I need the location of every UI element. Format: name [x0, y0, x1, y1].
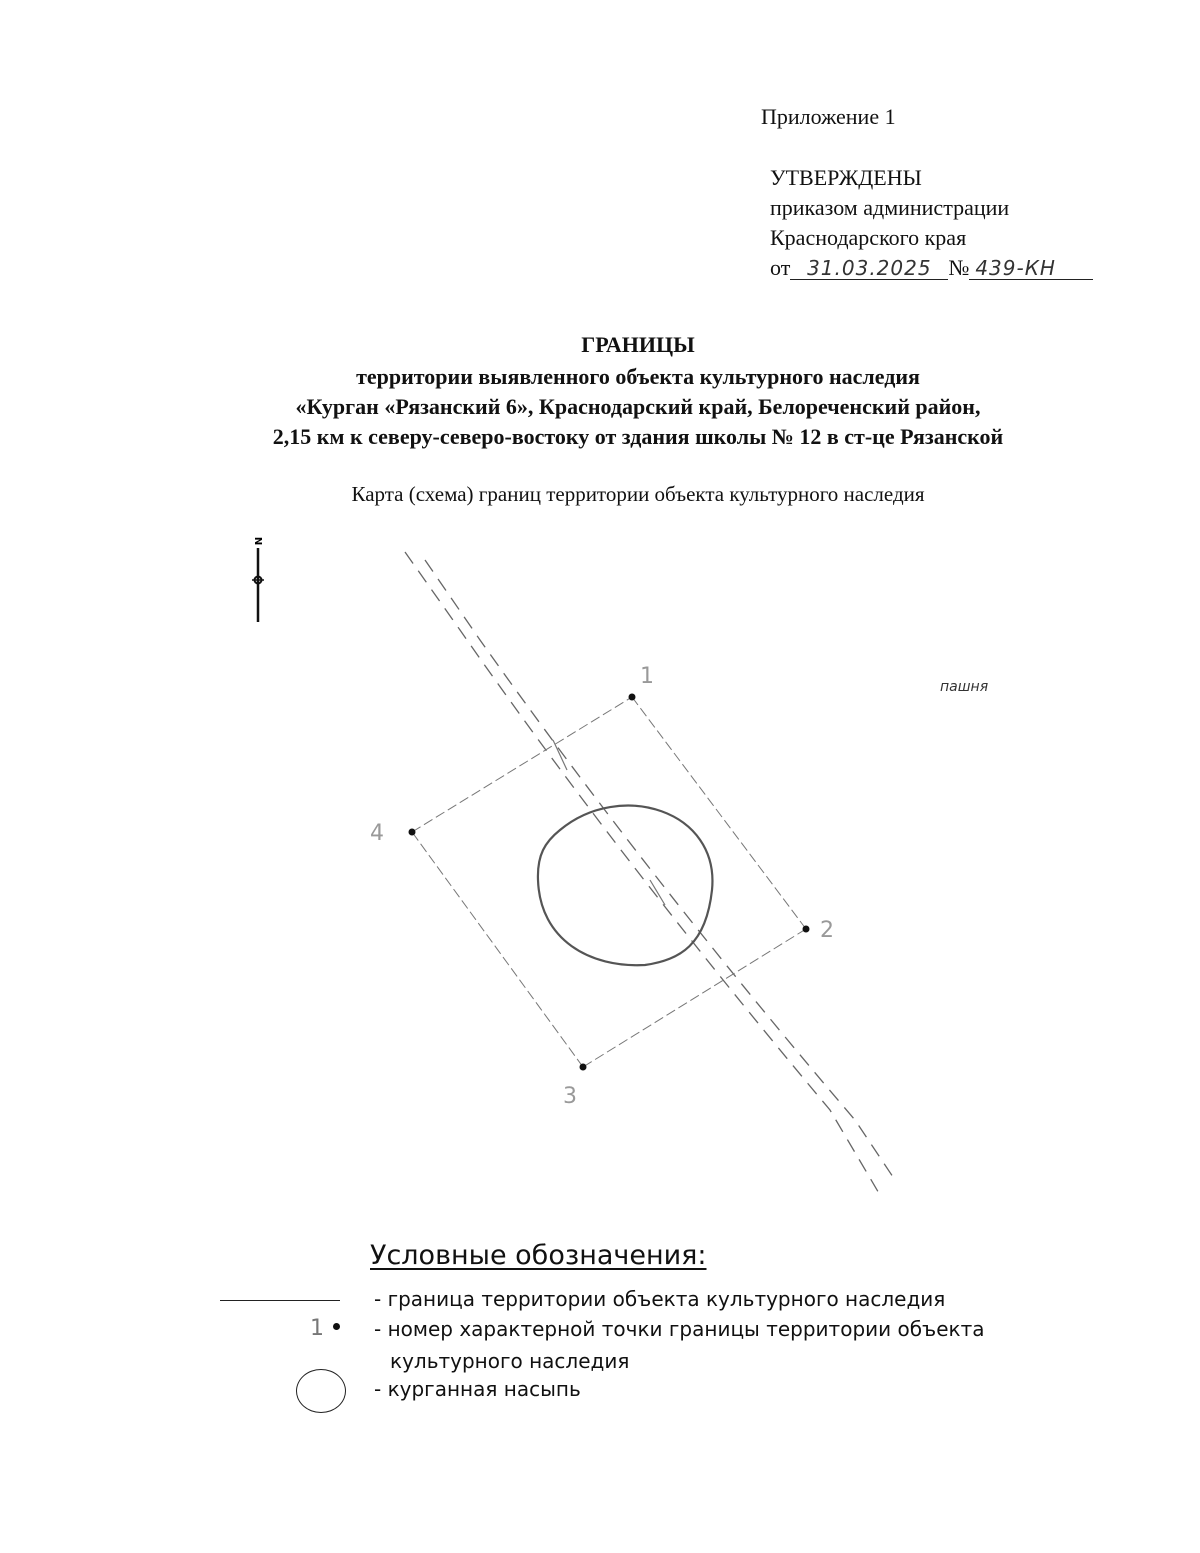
page-title: ГРАНИЦЫ: [581, 332, 695, 357]
legend-title: Условные обозначения:: [370, 1240, 707, 1271]
legend-point-number: 1: [310, 1316, 324, 1341]
north-arrow-icon: [252, 548, 264, 622]
approval-line-3: Краснодарского края: [770, 225, 967, 250]
date-prefix: от: [770, 255, 791, 280]
legend-boundary-line-icon: [220, 1300, 340, 1301]
legend-point-dot-icon: [333, 1323, 340, 1330]
boundary-point-1: [629, 694, 636, 701]
point-label-3: 3: [563, 1084, 577, 1109]
kurgan-mound: [538, 806, 713, 966]
point-label-2: 2: [820, 918, 834, 943]
legend-mound-circle-icon: [296, 1369, 346, 1413]
legend-item-boundary: - граница территории объекта культурного наследия: [374, 1287, 946, 1311]
legend-item-mound: - курганная насыпь: [374, 1377, 581, 1401]
road-tick: [553, 740, 567, 770]
point-label-4: 4: [370, 821, 384, 846]
north-label: N: [252, 536, 263, 546]
number-prefix: №: [948, 255, 970, 280]
subtitle-line-3: 2,15 км к северу-северо-востоку от здания школы № 12 в ст-це Рязанской: [272, 424, 1004, 449]
subtitle-line-1: территории выявленного объекта культурного наследия: [356, 364, 920, 389]
road-tick: [650, 880, 665, 905]
approval-line-1: УТВЕРЖДЕНЫ: [770, 165, 922, 190]
approval-line-2: приказом администрации: [770, 195, 1010, 220]
territory-boundary: [412, 697, 806, 1067]
subtitle-line-2: «Курган «Рязанский 6», Краснодарский край, Белореченский район,: [295, 394, 981, 419]
land-use-label: пашня: [940, 679, 989, 695]
date-value: 31.03.2025: [790, 257, 948, 280]
boundary-point-2: [803, 926, 810, 933]
boundary-point-3: [580, 1064, 587, 1071]
legend-item-point-line-1: - номер характерной точки границы территории объекта: [374, 1317, 985, 1341]
number-value: 439-КН: [969, 257, 1093, 280]
point-label-1: 1: [640, 664, 654, 689]
legend-item-point-line-2: культурного наследия: [390, 1349, 630, 1373]
map-caption: Карта (схема) границ территории объекта культурного наследия: [351, 482, 925, 506]
boundary-point-4: [409, 829, 416, 836]
road-dashed-lines: [405, 552, 895, 1195]
appendix-label: Приложение 1: [761, 104, 896, 129]
